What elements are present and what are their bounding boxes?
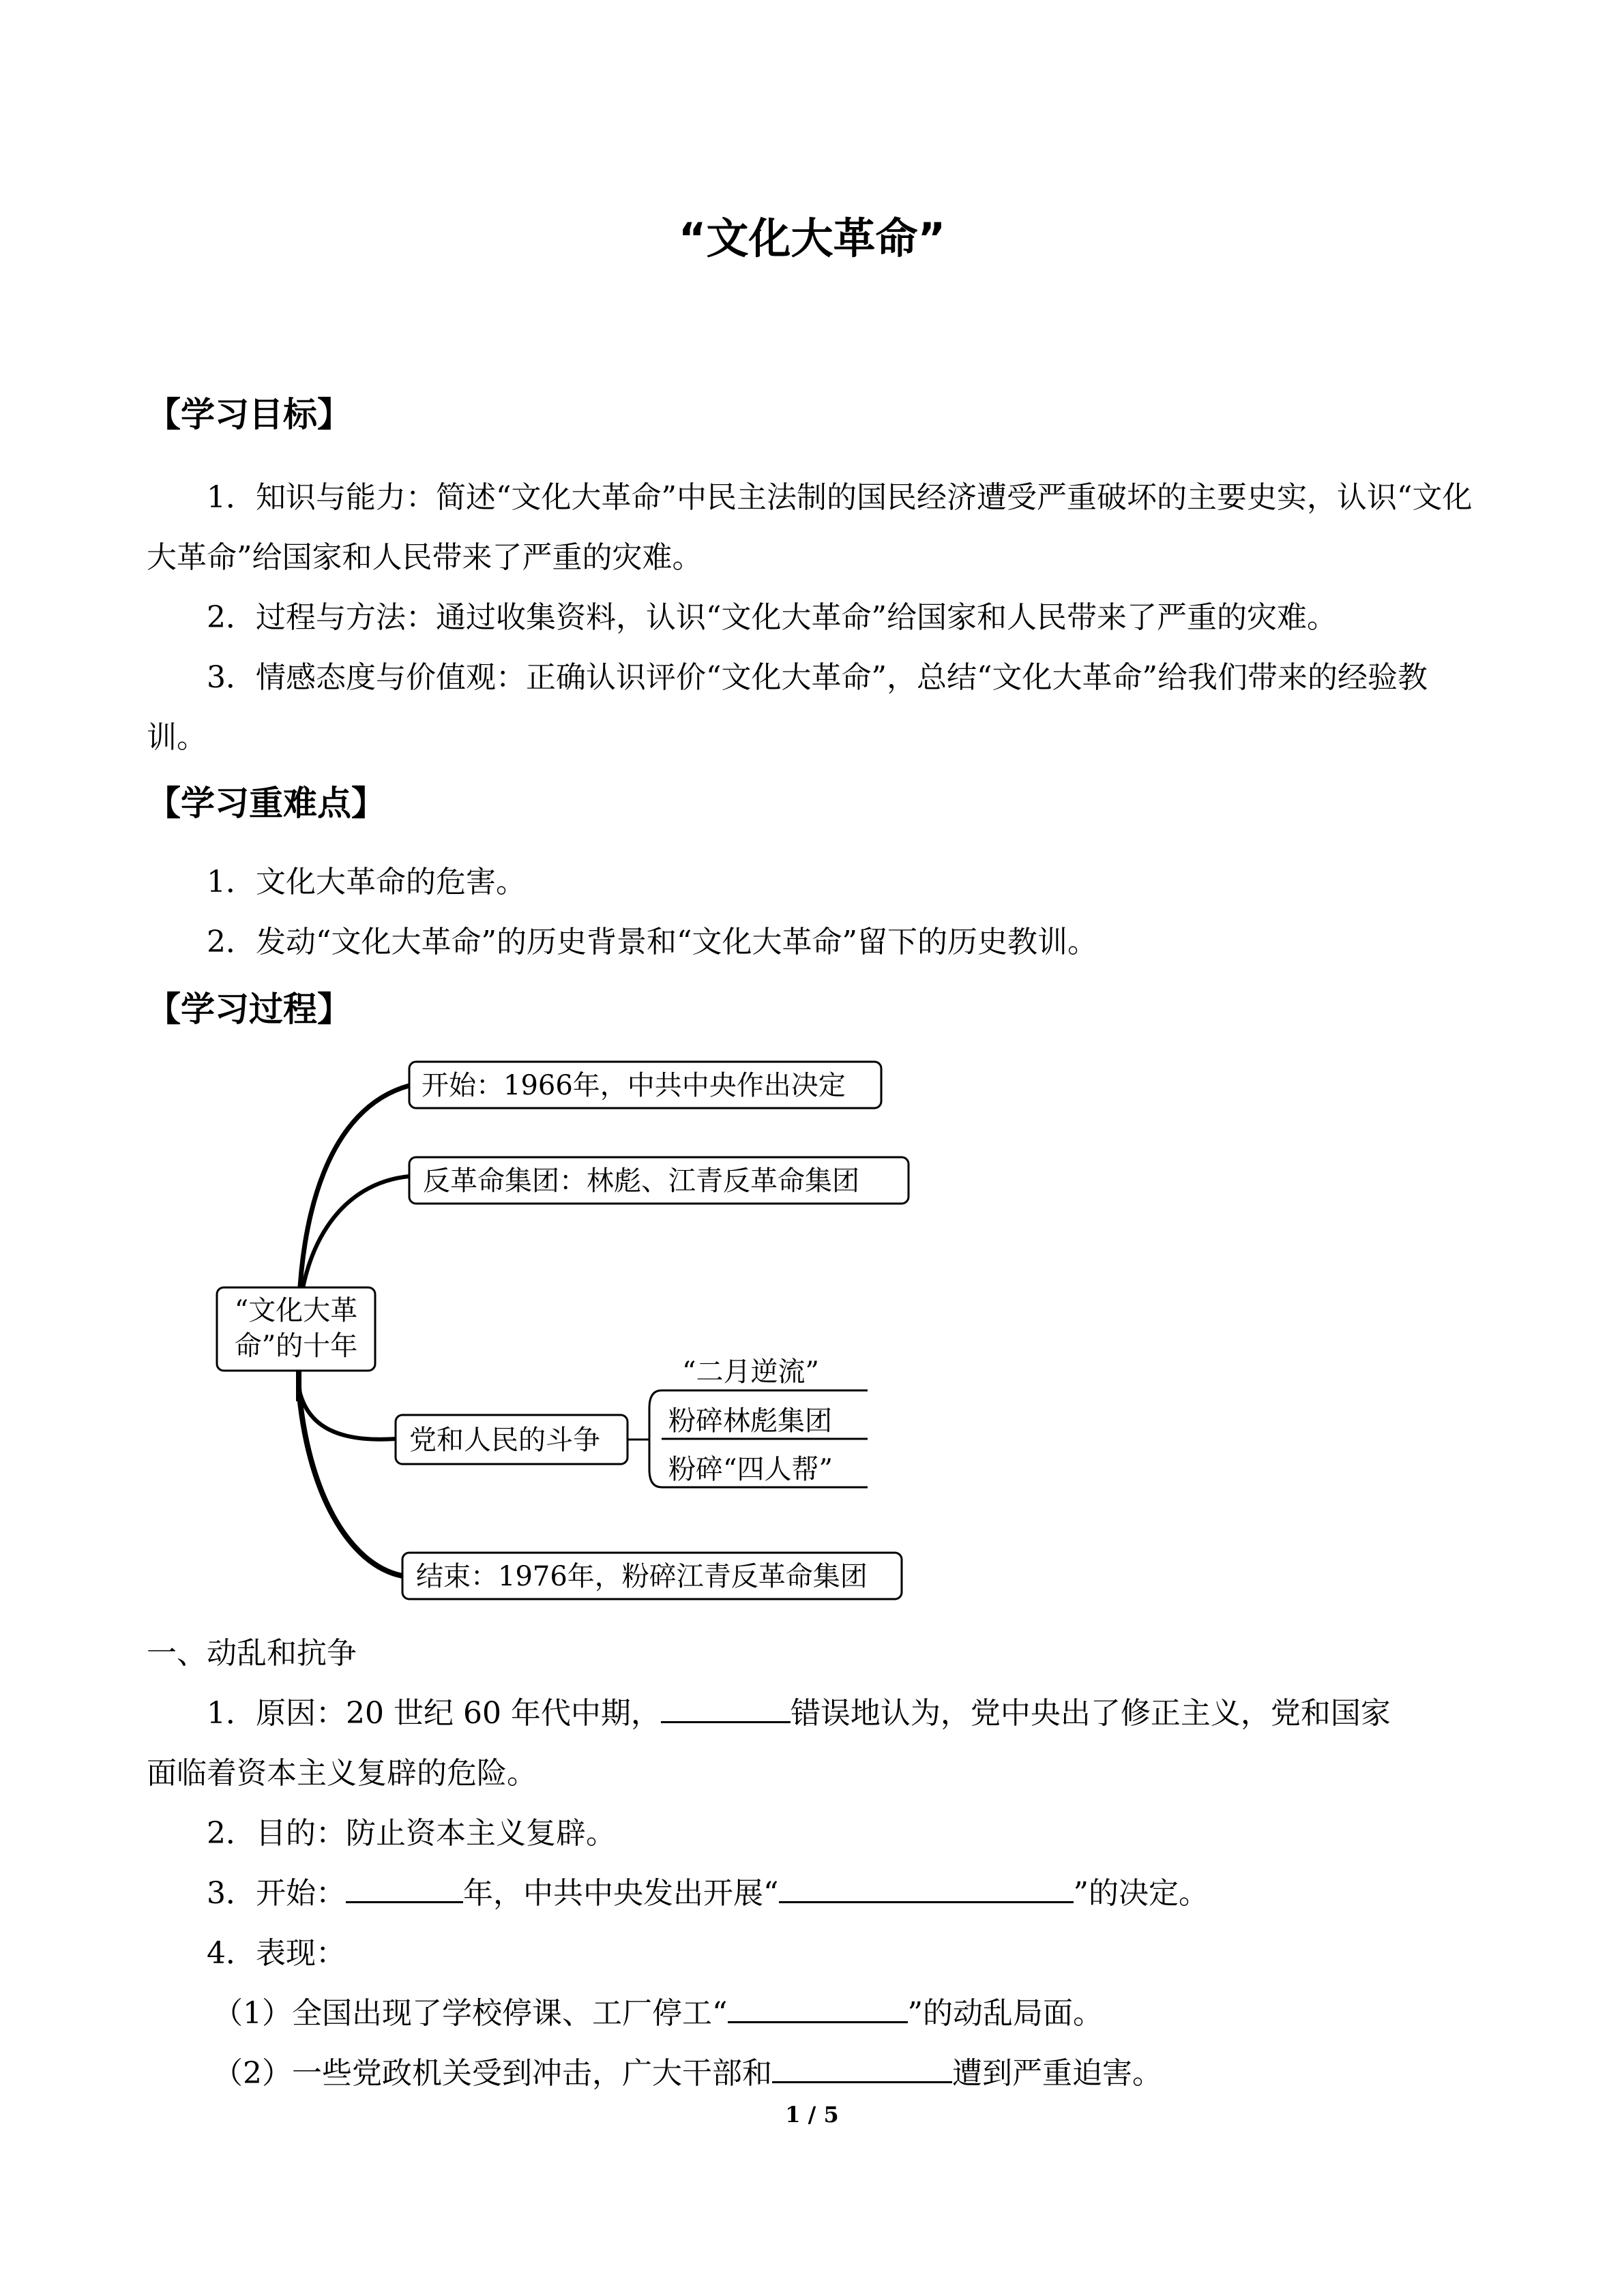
- branch-struggle: [299, 1388, 396, 1440]
- q4-2-text-a: （2）一些党政机关受到冲击，广大干部和: [213, 2056, 772, 2091]
- q4-1-text-a: （1）全国出现了学校停课、工厂停工“: [213, 1996, 728, 2031]
- part1-heading: 一、动乱和抗争: [147, 1636, 357, 1671]
- q3-text-a: 3．开始：: [207, 1876, 346, 1911]
- center-line2: 命”的十年: [234, 1330, 358, 1362]
- start-text: 开始：1966年，中共中央作出决定: [422, 1070, 846, 1101]
- objective-item-1: 1．知识与能力：简述“文化大革命”中民主法制的国民经济遭受严重破坏的主要史实，认识“文化大革命”给国家和人民带来了严重的灾难。: [147, 480, 1473, 575]
- branch-start: [299, 1086, 409, 1320]
- objectives-heading: 【学习目标】: [147, 395, 351, 434]
- struggle-text: 党和人民的斗争: [409, 1425, 600, 1456]
- objective-item-3: 3．情感态度与价值观：正确认识评价“文化大革命”，总结“文化大革命”给我们带来的经验教训。: [147, 660, 1428, 755]
- keypoint-item-2: 2．发动“文化大革命”的历史背景和“文化大革命”留下的历史教训。: [207, 925, 1097, 959]
- q4-2-blank[interactable]: [772, 2050, 952, 2083]
- keypoint-item-1: 1．文化大革命的危害。: [207, 865, 526, 899]
- mindmap-diagram: [205, 1047, 928, 1606]
- q4-1-text-b: ”的动乱局面。: [907, 1996, 1103, 2031]
- q4-1-line: [213, 1988, 1103, 2032]
- process-heading: 【学习过程】: [147, 989, 351, 1029]
- keypoints-heading: 【学习重难点】: [147, 784, 385, 823]
- q3-line: [207, 1868, 1209, 1912]
- q3-name-blank[interactable]: [779, 1870, 1074, 1903]
- counter-text: 反革命集团：林彪、江青反革命集团: [423, 1165, 859, 1197]
- objective-item-2: 2．过程与方法：通过收集资料，认识“文化大革命”给国家和人民带来了严重的灾难。: [207, 600, 1337, 635]
- q4-1-blank[interactable]: [728, 1990, 908, 2023]
- sub-item-1: “二月逆流”: [682, 1356, 819, 1388]
- q4-line: 4．表现：: [207, 1936, 346, 1971]
- q1-line: [207, 1688, 1391, 1732]
- q2-line: 2．目的：防止资本主义复辟。: [207, 1816, 616, 1851]
- q4-2-text-b: 遭到严重迫害。: [952, 2056, 1162, 2091]
- sub-item-3: 粉碎“四人帮”: [668, 1454, 833, 1485]
- sub-item-2: 粉碎林彪集团: [668, 1405, 832, 1437]
- page-number: 1 / 5: [785, 2102, 839, 2128]
- end-text: 结束：1976年，粉碎江青反革命集团: [416, 1561, 868, 1592]
- q3-year-blank[interactable]: [346, 1870, 463, 1903]
- q3-text-b: 年，中共中央发出开展“: [463, 1876, 779, 1911]
- q1-text-a: 1．原因：20 世纪 60 年代中期，: [207, 1696, 661, 1731]
- page-title: “文化大革命”: [678, 213, 946, 263]
- q1-line-2: 面临着资本主义复辟的危险。: [147, 1756, 537, 1791]
- q4-2-line: [213, 2048, 1162, 2092]
- center-line1: “文化大革: [234, 1295, 358, 1326]
- q3-text-c: ”的决定。: [1073, 1876, 1209, 1911]
- q1-text-b: 错误地认为，党中央出了修正主义，党和国家: [790, 1696, 1391, 1731]
- q1-blank[interactable]: [661, 1690, 791, 1723]
